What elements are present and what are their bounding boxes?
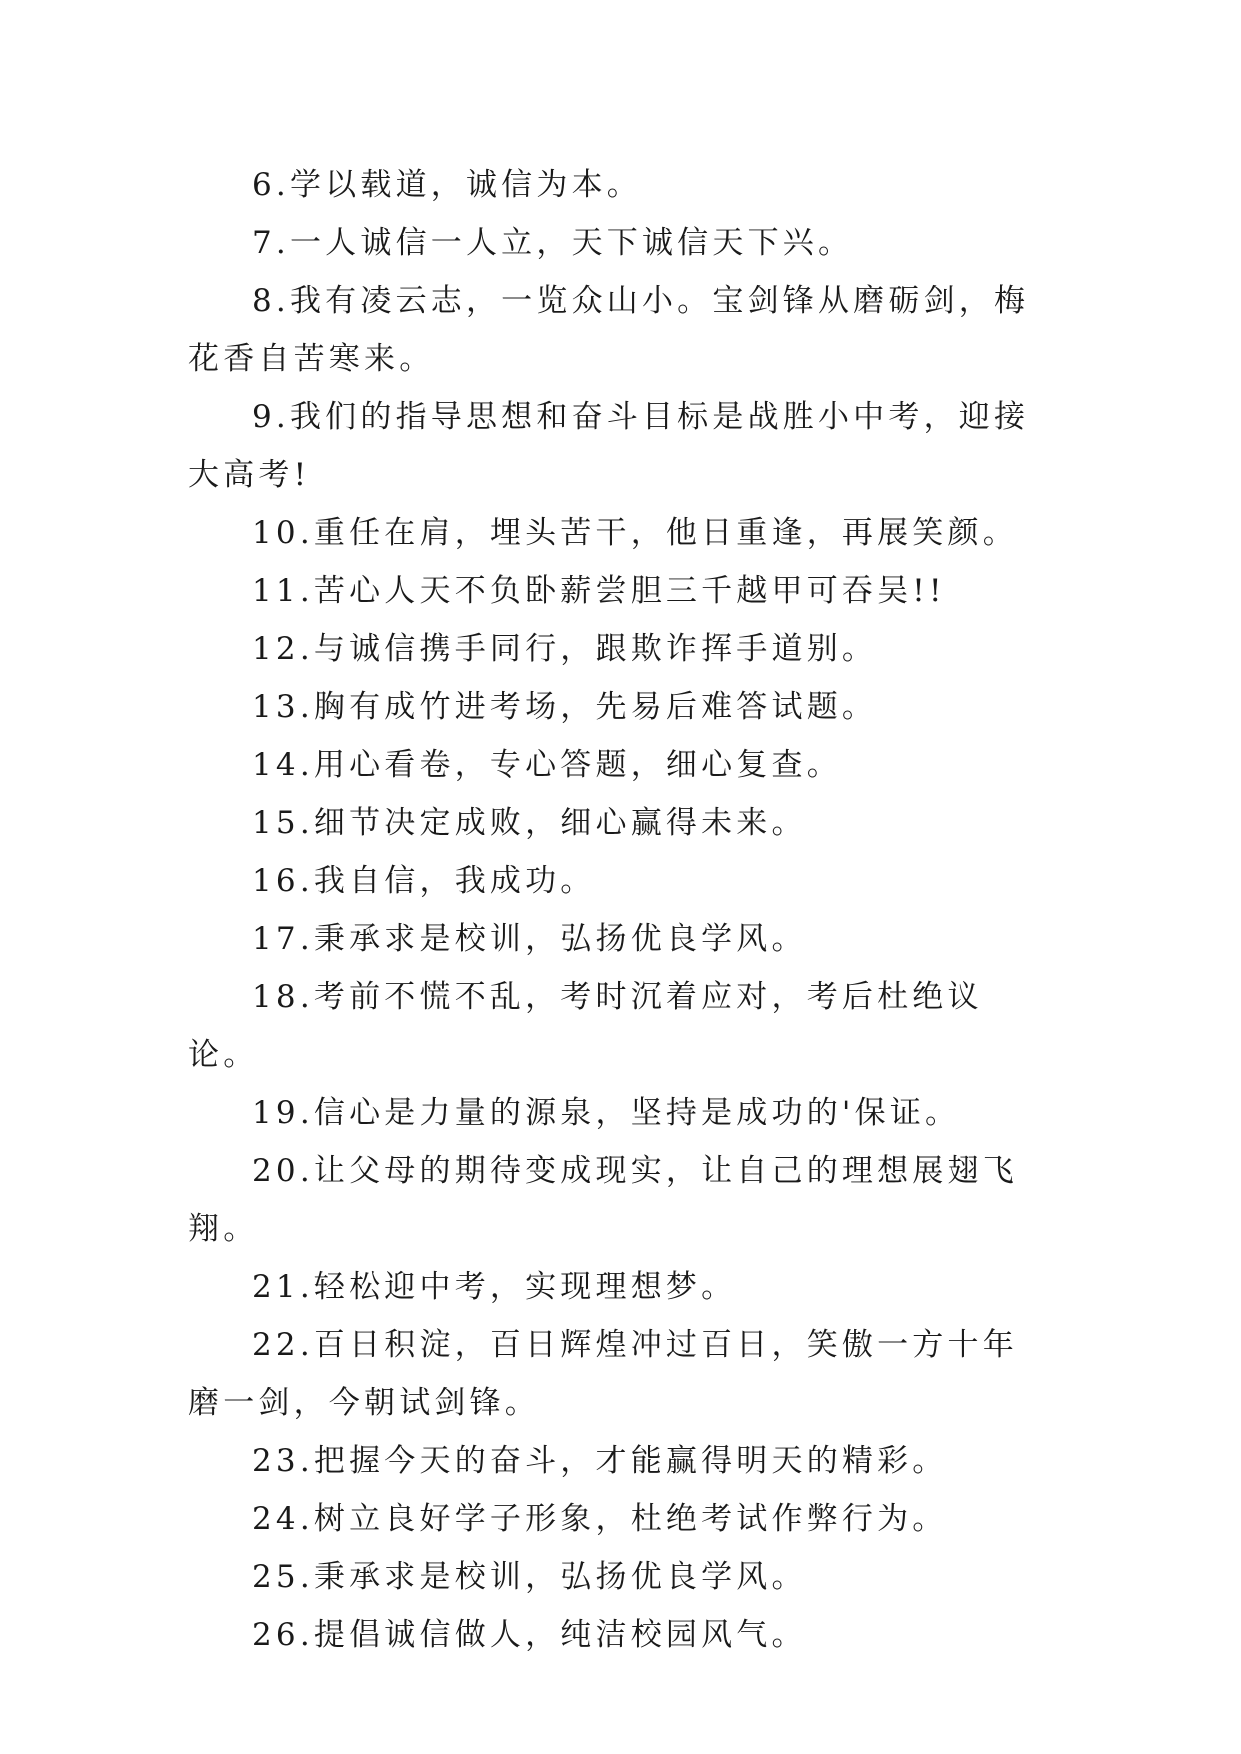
paragraph-line: 13.胸有成竹进考场，先易后难答试题。 — [252, 689, 878, 725]
paragraph-line: 12.与诚信携手同行，跟欺诈挥手道别。 — [252, 631, 878, 667]
paragraph-line: 18.考前不慌不乱，考时沉着应对，考后杜绝议论。 — [188, 979, 983, 1073]
paragraph-line: 19.信心是力量的源泉，坚持是成功的'保证。 — [252, 1095, 961, 1131]
paragraph-line: 25.秉承求是校训，弘扬优良学风。 — [252, 1559, 807, 1595]
paragraph-line: 10.重任在肩，埋头苦干，他日重逢，再展笑颜。 — [252, 515, 1018, 551]
paragraph-line: 21.轻松迎中考，实现理想梦。 — [252, 1269, 737, 1305]
paragraph-line: 22.百日积淀，百日辉煌冲过百日，笑傲一方十年磨一剑，今朝试剑锋。 — [188, 1327, 1018, 1421]
paragraph-line: 11.苦心人天不负卧薪尝胆三千越甲可吞吴!! — [252, 573, 946, 609]
paragraph-line: 16.我自信，我成功。 — [252, 863, 596, 899]
paragraph-line: 8.我有凌云志，一览众山小。宝剑锋从磨砺剑，梅花香自苦寒来。 — [188, 283, 1030, 377]
paragraph-line: 9.我们的指导思想和奋斗目标是战胜小中考，迎接大高考! — [188, 399, 1030, 493]
paragraph-line: 15.细节决定成败，细心赢得未来。 — [252, 805, 807, 841]
paragraph-line: 26.提倡诚信做人，纯洁校园风气。 — [252, 1617, 807, 1653]
paragraph-line: 17.秉承求是校训，弘扬优良学风。 — [252, 921, 807, 957]
paragraph-line: 14.用心看卷，专心答题，细心复查。 — [252, 747, 842, 783]
paragraph-line: 6.学以载道，诚信为本。 — [252, 167, 642, 203]
paragraph-line: 7.一人诚信一人立，天下诚信天下兴。 — [252, 225, 854, 261]
document-body — [188, 156, 1048, 1664]
paragraph-line: 20.让父母的期待变成现实，让自己的理想展翅飞翔。 — [188, 1153, 1018, 1247]
paragraph-line: 24.树立良好学子形象，杜绝考试作弊行为。 — [252, 1501, 948, 1537]
paragraph-line: 23.把握今天的奋斗，才能赢得明天的精彩。 — [252, 1443, 948, 1479]
